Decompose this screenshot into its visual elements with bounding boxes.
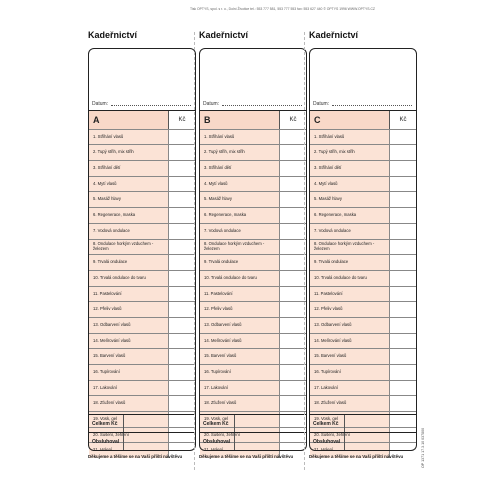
service-row (89, 348, 195, 364)
service-row (310, 144, 416, 160)
service-label: 8. Ondulace horkým vzduchem - železem (89, 240, 169, 255)
service-row (89, 286, 195, 302)
service-label: 11. Pastelování (310, 287, 390, 302)
date-label: Datum: (313, 101, 330, 107)
service-label: 3. Stříhání dětí (200, 161, 280, 176)
service-price-field[interactable] (280, 302, 306, 317)
service-price-field[interactable] (280, 271, 306, 286)
strip-letter: C (310, 111, 390, 129)
service-price-field[interactable] (169, 349, 195, 364)
service-label: 3. Stříhání dětí (89, 161, 169, 176)
service-price-field[interactable] (280, 255, 306, 270)
service-label: 2. Tupý střih, mix střih (310, 145, 390, 160)
service-label: 6. Regenerace, maska (200, 208, 280, 223)
service-row (200, 160, 306, 176)
service-label: 18. Zťužení vlasů (89, 396, 169, 411)
service-row (89, 191, 195, 207)
service-label: 21. Holení (310, 443, 390, 458)
service-row (89, 144, 195, 160)
service-label: 5. Masáž hlavy (89, 192, 169, 207)
service-label: 15. Barvení vlasů (310, 349, 390, 364)
service-label: 17. Lakování (310, 381, 390, 396)
service-row (89, 395, 195, 411)
service-row (200, 364, 306, 380)
service-price-field[interactable] (390, 287, 416, 302)
service-row (89, 301, 195, 317)
service-price-field[interactable] (390, 161, 416, 176)
served-label: Obsluhoval (89, 433, 124, 450)
service-row (310, 207, 416, 223)
service-price-field[interactable] (280, 365, 306, 380)
service-label: 6. Regenerace, maska (89, 208, 169, 223)
service-price-field[interactable] (169, 396, 195, 411)
service-price-field[interactable] (390, 381, 416, 396)
price-header: Kč (169, 111, 195, 129)
service-price-field[interactable] (390, 396, 416, 411)
service-price-field[interactable] (169, 271, 195, 286)
service-price-field[interactable] (280, 177, 306, 192)
strip-letter: A (89, 111, 169, 129)
service-label: 10. Trvalá ondulace do tvaru (200, 271, 280, 286)
service-label: 19. Vosk, gel (89, 412, 169, 427)
service-label: 15. Barvení vlasů (89, 349, 169, 364)
total-field[interactable] (345, 415, 416, 432)
service-label: 1. Stříhání vlasů (200, 130, 280, 145)
service-row (200, 286, 306, 302)
strip-footer (199, 414, 307, 451)
receipt-strip (199, 30, 308, 470)
service-row (89, 364, 195, 380)
service-row (310, 129, 416, 145)
service-label: 9. Trvalá ondulace (200, 255, 280, 270)
service-price-field[interactable] (390, 177, 416, 192)
service-row (89, 223, 195, 239)
price-header: Kč (390, 111, 416, 129)
service-row (200, 380, 306, 396)
service-price-field[interactable] (169, 334, 195, 349)
service-price-field[interactable] (169, 208, 195, 223)
service-price-field[interactable] (169, 318, 195, 333)
date-field[interactable] (332, 105, 412, 106)
service-label: 4. Mytí vlasů (310, 177, 390, 192)
service-label: 12. Přeliv vlasů (89, 302, 169, 317)
service-label: 1. Stříhání vlasů (310, 130, 390, 145)
thanks-text: Děkujeme a těšíme se na Vaši příští návštěvu (309, 454, 404, 459)
total-label: Celkem Kč (310, 415, 345, 432)
service-price-field[interactable] (280, 130, 306, 145)
service-row (310, 223, 416, 239)
table-header-row (310, 110, 416, 129)
service-label: 4. Mytí vlasů (89, 177, 169, 192)
service-price-field[interactable] (169, 130, 195, 145)
service-row (89, 176, 195, 192)
service-label: 20. Sušení, žehlení (89, 428, 169, 443)
service-row (89, 317, 195, 333)
date-field[interactable] (111, 105, 191, 106)
service-label: 7. Vodová ondulace (89, 224, 169, 239)
total-row (200, 414, 306, 432)
service-row (310, 286, 416, 302)
service-price-field[interactable] (390, 130, 416, 145)
service-label: 10. Trvalá ondulace do tvaru (310, 271, 390, 286)
service-row (89, 129, 195, 145)
total-row (310, 414, 416, 432)
service-row (310, 254, 416, 270)
service-row (200, 270, 306, 286)
strip-footer (88, 414, 196, 451)
service-row (89, 160, 195, 176)
service-row (200, 239, 306, 255)
service-row (200, 144, 306, 160)
total-field[interactable] (124, 415, 195, 432)
service-row (310, 364, 416, 380)
service-row (89, 239, 195, 255)
service-row (310, 176, 416, 192)
service-price-field[interactable] (390, 224, 416, 239)
cut-line (304, 32, 305, 470)
served-field[interactable] (124, 433, 195, 450)
service-price-field[interactable] (169, 177, 195, 192)
service-price-field[interactable] (169, 240, 195, 255)
service-label: 17. Lakování (89, 381, 169, 396)
service-row (200, 301, 306, 317)
thanks-text: Děkujeme a těšíme se na Vaši příští návštěvu (88, 454, 183, 459)
service-row (200, 317, 306, 333)
strip-title: Kadeřnictví (309, 30, 359, 40)
service-price-field[interactable] (169, 145, 195, 160)
service-label: 14. Melírování vlasů (310, 334, 390, 349)
service-price-field[interactable] (390, 334, 416, 349)
service-label: 13. Odbarvení vlasů (89, 318, 169, 333)
note-area[interactable] (310, 49, 416, 110)
service-row (200, 223, 306, 239)
service-label: 20. Sušení, žehlení (310, 428, 390, 443)
service-price-field[interactable] (169, 302, 195, 317)
services-table (89, 110, 195, 458)
service-row (310, 239, 416, 255)
service-label: 13. Odbarvení vlasů (310, 318, 390, 333)
note-area[interactable] (89, 49, 195, 110)
service-price-field[interactable] (169, 255, 195, 270)
service-label: 14. Melírování vlasů (89, 334, 169, 349)
served-field[interactable] (345, 433, 416, 450)
service-row (89, 333, 195, 349)
service-label: 14. Melírování vlasů (200, 334, 280, 349)
service-price-field[interactable] (169, 161, 195, 176)
service-label: 19. Vosk, gel (200, 412, 280, 427)
service-price-field[interactable] (390, 145, 416, 160)
service-row (200, 348, 306, 364)
service-price-field[interactable] (169, 287, 195, 302)
service-price-field[interactable] (280, 287, 306, 302)
date-label: Datum: (203, 101, 220, 107)
service-price-field[interactable] (280, 224, 306, 239)
service-label: 19. Vosk, gel (310, 412, 390, 427)
date-label: Datum: (92, 101, 109, 107)
service-row (89, 207, 195, 223)
receipt-strip (309, 30, 418, 470)
service-label: 13. Odbarvení vlasů (200, 318, 280, 333)
total-field[interactable] (235, 415, 306, 432)
total-row (89, 414, 195, 432)
date-field[interactable] (222, 105, 302, 106)
total-label: Celkem Kč (89, 415, 124, 432)
note-area[interactable] (200, 49, 306, 110)
service-row (310, 380, 416, 396)
service-label: 12. Přeliv vlasů (310, 302, 390, 317)
strip-footer (309, 414, 417, 451)
service-label: 4. Mytí vlasů (200, 177, 280, 192)
service-label: 18. Zťužení vlasů (200, 396, 280, 411)
service-row (310, 333, 416, 349)
service-label: 1. Stříhání vlasů (89, 130, 169, 145)
service-price-field[interactable] (280, 208, 306, 223)
service-label: 9. Trvalá ondulace (310, 255, 390, 270)
served-field[interactable] (235, 433, 306, 450)
service-price-field[interactable] (390, 192, 416, 207)
service-label: 6. Regenerace, maska (310, 208, 390, 223)
service-row (310, 160, 416, 176)
service-row (310, 348, 416, 364)
service-label: 3. Stříhání dětí (310, 161, 390, 176)
service-price-field[interactable] (390, 271, 416, 286)
service-price-field[interactable] (390, 302, 416, 317)
service-price-field[interactable] (390, 349, 416, 364)
service-price-field[interactable] (390, 240, 416, 255)
service-price-field[interactable] (280, 240, 306, 255)
service-label: 8. Ondulace horkým vzduchem - železem (200, 240, 280, 255)
service-price-field[interactable] (280, 381, 306, 396)
service-price-field[interactable] (169, 224, 195, 239)
service-row (310, 317, 416, 333)
price-header: Kč (280, 111, 306, 129)
strip-title: Kadeřnictví (199, 30, 249, 40)
service-label: 8. Ondulace horkým vzduchem - železem (310, 240, 390, 255)
service-row (310, 301, 416, 317)
service-label: 15. Barvení vlasů (200, 349, 280, 364)
service-label: 2. Tupý střih, mix střih (200, 145, 280, 160)
service-label: 16. Tupírování (89, 365, 169, 380)
service-label: 16. Tupírování (200, 365, 280, 380)
service-row (310, 270, 416, 286)
total-label: Celkem Kč (200, 415, 235, 432)
cut-line (194, 32, 195, 470)
form-code: OP 1371 17.3.10 037800 (421, 427, 425, 468)
service-label: 11. Pastelování (89, 287, 169, 302)
strip-letter: B (200, 111, 280, 129)
service-row (200, 254, 306, 270)
service-label: 7. Vodová ondulace (200, 224, 280, 239)
service-label: 2. Tupý střih, mix střih (89, 145, 169, 160)
strip-title: Kadeřnictví (88, 30, 138, 40)
service-row (89, 380, 195, 396)
table-header-row (200, 110, 306, 129)
service-label: 9. Trvalá ondulace (89, 255, 169, 270)
service-row (200, 333, 306, 349)
served-label: Obsluhoval (200, 433, 235, 450)
service-price-field[interactable] (280, 161, 306, 176)
served-row (200, 432, 306, 450)
printer-header-line: Tisk OPTYS, spol. s r. o., Dolní Životice tel.: 553 777 581, 553 777 553 fax: 553 627 440 © OPTYS 1996 WWW.OPTYS.CZ (190, 7, 375, 11)
service-label: 20. Sušení, žehlení (200, 428, 280, 443)
service-price-field[interactable] (169, 192, 195, 207)
service-row (310, 191, 416, 207)
service-row (89, 270, 195, 286)
service-label: 5. Masáž hlavy (310, 192, 390, 207)
service-price-field[interactable] (280, 145, 306, 160)
service-label: 5. Masáž hlavy (200, 192, 280, 207)
services-table (200, 110, 306, 458)
service-price-field[interactable] (390, 318, 416, 333)
service-price-field[interactable] (280, 396, 306, 411)
service-row (200, 395, 306, 411)
service-label: 10. Trvalá ondulace do tvaru (89, 271, 169, 286)
served-row (310, 432, 416, 450)
table-header-row (89, 110, 195, 129)
service-price-field[interactable] (280, 318, 306, 333)
service-price-field[interactable] (390, 208, 416, 223)
service-price-field[interactable] (280, 349, 306, 364)
service-label: 17. Lakování (200, 381, 280, 396)
service-row (200, 129, 306, 145)
service-price-field[interactable] (169, 365, 195, 380)
service-label: 21. Holení (89, 443, 169, 458)
service-price-field[interactable] (280, 334, 306, 349)
service-label: 16. Tupírování (310, 365, 390, 380)
service-row (310, 395, 416, 411)
service-label: 18. Zťužení vlasů (310, 396, 390, 411)
service-price-field[interactable] (280, 192, 306, 207)
service-label: 11. Pastelování (200, 287, 280, 302)
receipt-strip (88, 30, 197, 470)
served-row (89, 432, 195, 450)
service-price-field[interactable] (390, 255, 416, 270)
service-price-field[interactable] (390, 365, 416, 380)
service-row (89, 254, 195, 270)
service-label: 21. Holení (200, 443, 280, 458)
service-row (200, 176, 306, 192)
service-row (200, 191, 306, 207)
thanks-text: Děkujeme a těšíme se na Vaši příští návštěvu (199, 454, 294, 459)
service-label: 12. Přeliv vlasů (200, 302, 280, 317)
service-row (200, 207, 306, 223)
services-table (310, 110, 416, 458)
service-label: 7. Vodová ondulace (310, 224, 390, 239)
service-price-field[interactable] (169, 381, 195, 396)
served-label: Obsluhoval (310, 433, 345, 450)
